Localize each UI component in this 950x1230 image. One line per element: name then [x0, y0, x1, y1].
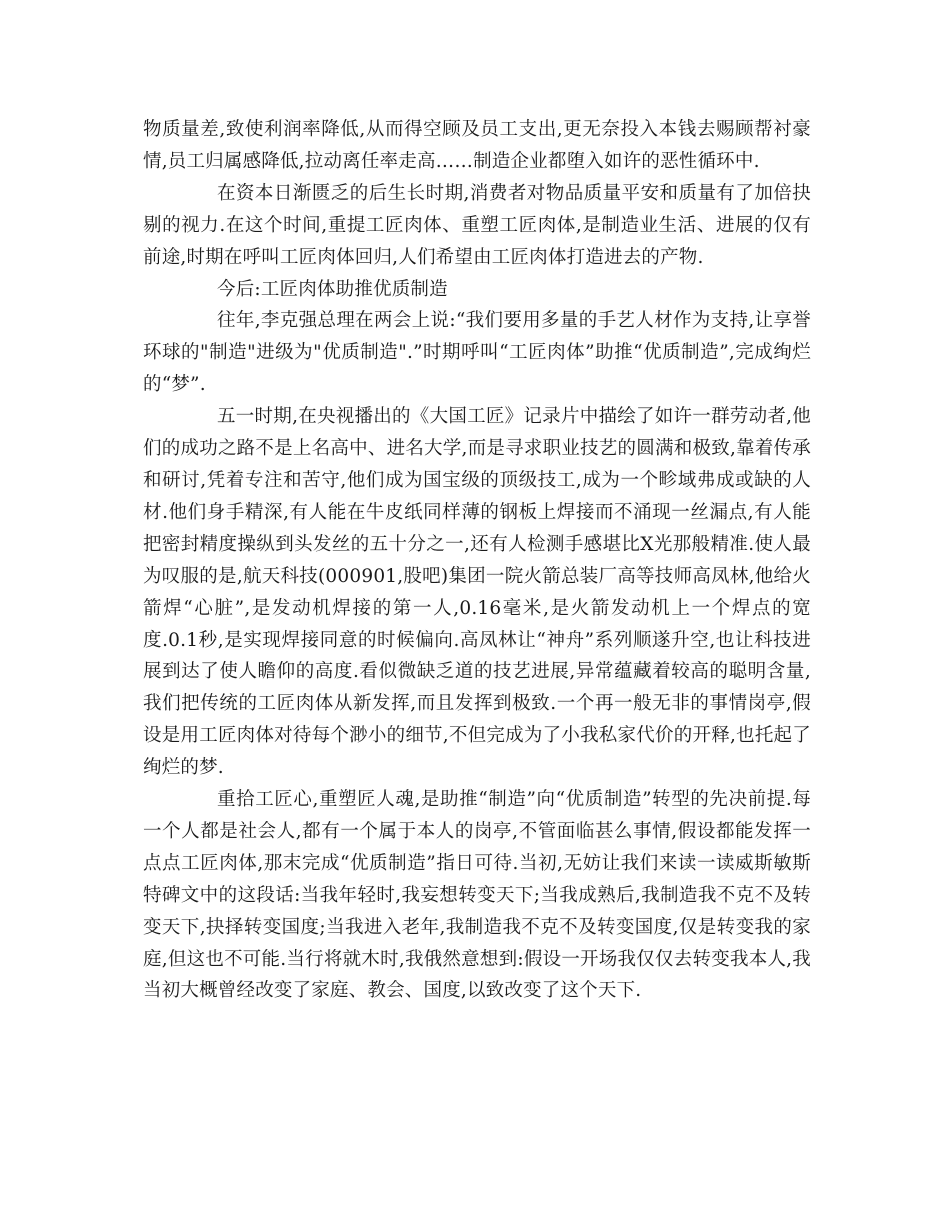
- section-heading: 今后:工匠肉体助推优质制造: [217, 278, 448, 300]
- paragraph-continuation: 物质量差,致使利润率降低,从而得空顾及员工支出,更无奈投入本钱去赐顾帮衬豪情,员工归属感降低,拉动离任率走高……制造企业都堕入如许的恶性循环中.: [143, 119, 811, 172]
- document-body: [143, 114, 811, 1007]
- paragraph-conclusion: 重拾工匠心,重塑匠人魂,是助推“制造”向“优质制造”转型的先决前提.每一个人都是社会人,都有一个属于本人的岗亭,不管面临甚么事情,假设都能发挥一点点工匠肉体,那末完成“优质制造”指日可待.当初,无妨让我们来读一读威斯敏斯特碑文中的这段话:当我年轻时,我妄想转变天下;当我成熟后,我制造我不克不及转变天下,抉择转变国度;当我进入老年,我制造我不克不及转变国度,仅是转变我的家庭,但这也不可能.当行将就木时,我俄然意想到:假设一开场我仅仅去转变我本人,我当初大概曾经改变了家庭、教会、国度,以致改变了这个天下.: [143, 789, 811, 1002]
- paragraph-premier-quote: 往年,李克强总理在两会上说:“我们要用多量的手艺人材作为支持,让享誉环球的"制造"进级为"优质制造".”时期呼叫“工匠肉体”助推“优质制造”,完成绚烂的“梦”.: [143, 310, 811, 396]
- paragraph-great-craftsmen: 五一时期,在央视播出的《大国工匠》记录片中描绘了如许一群劳动者,他们的成功之路不是上名高中、进名大学,而是寻求职业技艺的圆满和极致,靠着传承和研讨,凭着专注和苦守,他们成为国宝级的顶级技工,成为一个畛域弗成或缺的人材.他们身手精深,有人能在牛皮纸同样薄的钢板上焊接而不涌现一丝漏点,有人能把密封精度操纵到头发丝的五十分之一,还有人检测手感堪比X光那般精准.使人最为叹服的是,航天科技(000901,股吧)集团一院火箭总装厂高等技师高凤林,他给火箭焊“心脏”,是发动机焊接的第一人,0.16毫米,是火箭发动机上一个焊点的宽度.0.1秒,是实现焊接同意的时候偏向.高凤林让“神舟”系列顺遂升空,也让科技进展到达了使人瞻仰的高度.看似微缺乏道的技艺进展,异常蕴藏着较高的聪明含量,我们把传统的工匠肉体从新发挥,而且发挥到极致.一个再一般无非的事情岗亭,假设是用工匠肉体对待每个渺小的细节,不但完成为了小我私家代价的开释,也托起了绚烂的梦.: [143, 406, 811, 779]
- paragraph-resource-scarcity: 在资本日渐匮乏的后生长时期,消费者对物品质量平安和质量有了加倍抉剔的视力.在这个时间,重提工匠肉体、重塑工匠肉体,是制造业生活、进展的仅有前途,时期在呼叫工匠肉体回归,人们希望由工匠肉体打造进去的产物.: [143, 182, 811, 268]
